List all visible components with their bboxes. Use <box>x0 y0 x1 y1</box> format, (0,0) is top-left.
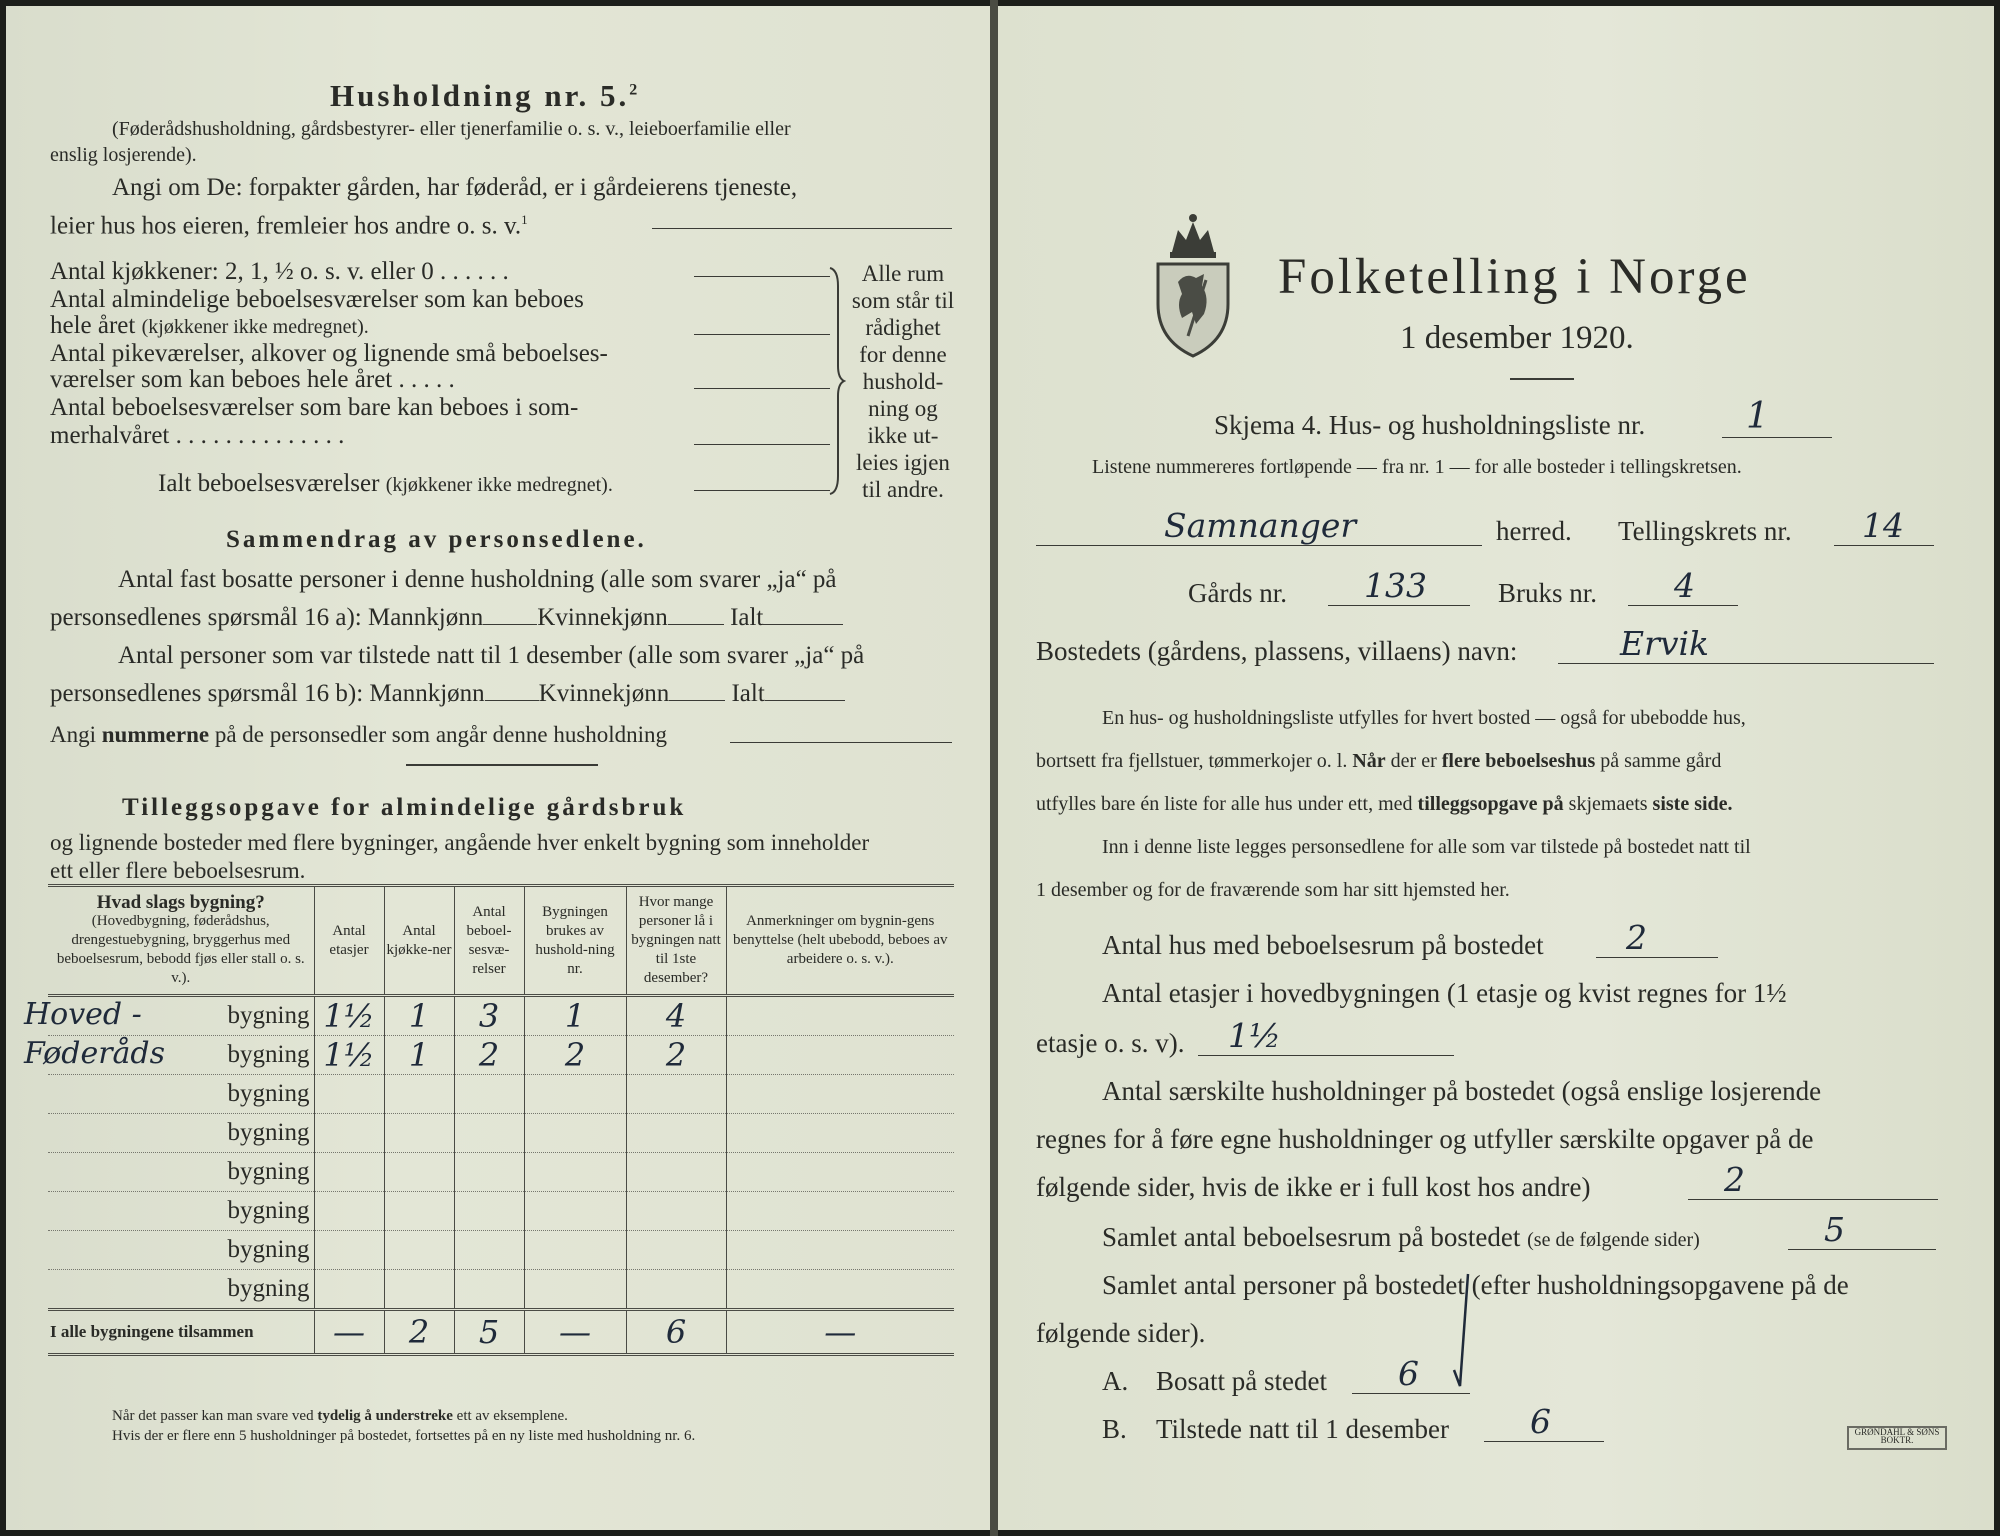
nummerne-field[interactable] <box>730 742 952 743</box>
row-label: bygning <box>48 1270 314 1310</box>
total-vaerelser[interactable]: 5 <box>454 1310 524 1355</box>
cell-personer[interactable] <box>626 1270 726 1310</box>
cell-etasjer[interactable] <box>314 1270 384 1310</box>
building-table <box>24 884 954 1356</box>
row-label: bygning <box>48 1231 314 1270</box>
census-date: 1 desember 1920. <box>1400 320 1634 356</box>
instr-line-5: 1 desember og for de fraværende som har sitt hjemsted her. <box>1036 879 1510 901</box>
b-field[interactable]: 6 <box>1484 1402 1604 1442</box>
angi-nummerne: Angi nummerne på de personsedler som angår denne husholdning <box>50 722 668 747</box>
saer-label-1: Antal særskilte husholdninger på bostedet (også enslige losjerende <box>1102 1076 1822 1106</box>
cell-husholdning[interactable]: 1 <box>524 996 626 1036</box>
gards-field[interactable]: 133 <box>1328 566 1470 606</box>
col-header-vaerelser: Antal beboel-sesvæ-relser <box>454 886 524 996</box>
cell-kjokkener[interactable] <box>384 1075 454 1114</box>
cell-husholdning[interactable] <box>524 1192 626 1231</box>
herred-label: herred. <box>1496 516 1572 546</box>
cell-vaerelser[interactable] <box>454 1231 524 1270</box>
table-row <box>48 1270 954 1310</box>
fast-line-2: personsedlenes spørsmål 16 a): Mannkjønn Kvinnekjønn Ialt <box>50 604 843 632</box>
a-field[interactable]: 6 <box>1352 1354 1470 1394</box>
cell-vaerelser[interactable]: 3 <box>454 996 524 1036</box>
listene-note: Listene nummereres fortløpende — fra nr. 1 — for alle bosteder i tellingskretsen. <box>1092 456 1742 478</box>
cell-kjokkener[interactable] <box>384 1192 454 1231</box>
cell-anmerkninger[interactable] <box>726 996 954 1036</box>
table-row <box>48 996 954 1036</box>
bosted-label: Bostedets (gårdens, plassens, villaens) navn: <box>1036 636 1518 666</box>
angi-answer-line[interactable] <box>652 228 952 229</box>
footnote-2: Hvis der er flere enn 5 husholdninger på bostedet, fortsettes på en ny liste med husholdning nr. 6. <box>112 1428 696 1444</box>
total-etasjer[interactable]: — <box>314 1310 384 1355</box>
somm-label-2: merhalvåret . . . . . . . . . . . . . . <box>50 422 345 449</box>
cell-husholdning[interactable] <box>524 1153 626 1192</box>
cell-etasjer[interactable] <box>314 1114 384 1153</box>
etasjer-label-1: Antal etasjer i hovedbygningen (1 etasje og kvist regnes for 1½ <box>1102 978 1787 1008</box>
household-intro: (Føderådshusholdning, gårdsbestyrer- eller tjenerfamilie o. s. v., leieboerfamilie eller <box>112 118 791 140</box>
samlet-rum-field[interactable]: 5 <box>1788 1210 1936 1250</box>
cell-vaerelser[interactable] <box>454 1270 524 1310</box>
cell-anmerkninger[interactable] <box>726 1270 954 1310</box>
table-row <box>48 1231 954 1270</box>
footnote-1: Når det passer kan man svare ved tydelig å understreke ett av eksemplene. <box>112 1408 568 1424</box>
cell-vaerelser[interactable] <box>454 1192 524 1231</box>
kjokkener-field[interactable] <box>694 276 830 277</box>
samlet-pers-label-1: Samlet antal personer på bostedet (efter husholdningsopgavene på de <box>1102 1270 1849 1300</box>
samlet-rum-label: Samlet antal beboelsesrum på bostedet (se de følgende sider) <box>1102 1222 1700 1252</box>
cell-personer[interactable] <box>626 1153 726 1192</box>
cell-etasjer[interactable] <box>314 1075 384 1114</box>
tilst-line-1: Antal personer som var tilstede natt til 1 desember (alle som svarer „ja“ på <box>118 642 865 669</box>
bruks-field[interactable]: 4 <box>1628 566 1738 606</box>
book-gutter <box>990 0 998 1536</box>
total-husholdning[interactable]: — <box>524 1310 626 1355</box>
sammendrag-heading: Sammendrag av personsedlene. <box>226 526 647 553</box>
col-header-husholdning: Bygningen brukes av hushold-ning nr. <box>524 886 626 996</box>
cell-etasjer[interactable] <box>314 1192 384 1231</box>
cell-anmerkninger[interactable] <box>726 1036 954 1075</box>
brace-icon <box>826 266 846 496</box>
row-label: bygning <box>48 1075 314 1114</box>
cell-kjokkener[interactable] <box>384 1153 454 1192</box>
total-label: I alle bygningene tilsammen <box>48 1310 314 1355</box>
kjokkener-label: Antal kjøkkener: 2, 1, ½ o. s. v. eller 0 . . . . . . <box>50 258 509 285</box>
total-personer[interactable]: 6 <box>626 1310 726 1355</box>
col-header-kind: Hvad slags bygning? (Hovedbygning, føderådshus, drengestuebygning, bryggerhus med beboelsesrum, bebodd fjøs eller stall o. s. v.). <box>48 886 314 996</box>
row-label: Hoved - bygning <box>48 996 314 1036</box>
pike-field[interactable] <box>694 388 830 389</box>
tillegg-sub-2: ett eller flere beboelsesrum. <box>50 858 306 883</box>
cell-vaerelser[interactable] <box>454 1153 524 1192</box>
somm-label-1: Antal beboelsesværelser som bare kan beboes i som- <box>50 394 579 421</box>
b-label: B. <box>1102 1414 1127 1444</box>
cell-vaerelser[interactable] <box>454 1075 524 1114</box>
coat-of-arms-icon <box>1152 208 1234 358</box>
cell-kjokkener[interactable]: 1 <box>384 1036 454 1075</box>
bosted-field[interactable]: Ervik <box>1558 624 1934 664</box>
divider <box>406 764 598 766</box>
printer-stamp: GRØNDAHL & SØNS BOKTR. <box>1847 1426 1947 1450</box>
cell-etasjer[interactable] <box>314 1153 384 1192</box>
ialt-field[interactable] <box>694 490 830 491</box>
saer-label-2: regnes for å føre egne husholdninger og utfyller særskilte opgaver på de <box>1036 1124 1814 1154</box>
saer-field[interactable]: 2 <box>1688 1160 1938 1200</box>
table-row <box>48 1075 954 1114</box>
skjema-nr-field[interactable]: 1 <box>1722 396 1832 438</box>
saer-label-3: følgende sider, hvis de ikke er i full kost hos andre) <box>1036 1172 1591 1202</box>
cell-etasjer[interactable]: 1½ <box>314 1036 384 1075</box>
cell-anmerkninger[interactable] <box>726 1153 954 1192</box>
cell-personer[interactable] <box>626 1231 726 1270</box>
instr-line-3: utfylles bare én liste for alle hus under ett, med tilleggsopgave på skjemaets siste side. <box>1036 793 1733 815</box>
cell-kjokkener[interactable]: 1 <box>384 996 454 1036</box>
tilst-line-2: personsedlenes spørsmål 16 b): Mannkjønn Kvinnekjønn Ialt <box>50 680 845 708</box>
check-mark-icon <box>1448 1270 1472 1390</box>
alm-label-2: hele året (kjøkkener ikke medregnet). <box>50 312 369 339</box>
col-header-kjokkener: Antal kjøkke-ner <box>384 886 454 996</box>
col-header-etasjer: Antal etasjer <box>314 886 384 996</box>
fast-line-1: Antal fast bosatte personer i denne husholdning (alle som svarer „ja“ på <box>118 566 837 593</box>
cell-kjokkener[interactable] <box>384 1114 454 1153</box>
household-title: Husholdning nr. 5.$^2$ <box>330 78 641 113</box>
col-header-anmerkninger: Anmerkninger om bygnin-gens benyttelse (helt ubebodd, beboes av arbeidere o. s. v.). <box>726 886 954 996</box>
total-kjokkener[interactable]: 2 <box>384 1310 454 1355</box>
bruks-label: Bruks nr. <box>1498 578 1598 608</box>
row-label: bygning <box>48 1192 314 1231</box>
hus-label: Antal hus med beboelsesrum på bostedet <box>1102 930 1544 960</box>
ialt-label: Ialt beboelsesværelser (kjøkkener ikke medregnet). <box>158 470 613 497</box>
household-intro-2: enslig losjerende). <box>50 144 197 166</box>
cell-kjokkener[interactable] <box>384 1270 454 1310</box>
hus-field[interactable]: 2 <box>1596 918 1718 958</box>
angi-line-2: leier hus hos eieren, fremleier hos andre o. s. v.$^1$ <box>50 212 528 240</box>
cell-kjokkener[interactable] <box>384 1231 454 1270</box>
tillegg-heading: Tilleggsopgave for almindelige gårdsbruk <box>122 794 687 821</box>
row-label: Føderåds bygning <box>48 1036 314 1075</box>
instr-line-2: bortsett fra fjellstuer, tømmerkojer o. l. Når der er flere beboelseshus på samme gård <box>1036 750 1722 772</box>
a-label: A. <box>1102 1366 1129 1396</box>
cell-anmerkninger[interactable] <box>726 1114 954 1153</box>
etasjer-label-2: etasje o. s. v). <box>1036 1028 1185 1058</box>
cell-vaerelser[interactable] <box>454 1114 524 1153</box>
table-total-row <box>48 1310 954 1355</box>
b-text: Tilstede natt til 1 desember <box>1156 1414 1449 1444</box>
cell-husholdning[interactable] <box>524 1231 626 1270</box>
pike-label-2: værelser som kan beboes hele året . . . . . <box>50 366 455 393</box>
instr-line-1: En hus- og husholdningsliste utfylles for hvert bosted — også for ubebodde hus, <box>1102 707 1746 729</box>
somm-field[interactable] <box>694 444 830 445</box>
cell-personer[interactable] <box>626 1192 726 1231</box>
col-header-personer: Hvor mange personer lå i bygningen natt til 1ste desember? <box>626 886 726 996</box>
census-title: Folketelling i Norge <box>1278 249 1751 305</box>
skjema-label: Skjema 4. Hus- og husholdningsliste nr. <box>1214 410 1646 440</box>
total-anmerkninger[interactable]: — <box>726 1310 954 1355</box>
table-header-row <box>48 886 954 996</box>
cell-husholdning[interactable] <box>524 1270 626 1310</box>
row-label: bygning <box>48 1114 314 1153</box>
cell-etasjer[interactable]: 1½ <box>314 996 384 1036</box>
cell-personer[interactable]: 4 <box>626 996 726 1036</box>
gards-label: Gårds nr. <box>1188 578 1287 608</box>
instr-line-4: Inn i denne liste legges personsedlene for alle som var tilstede på bostedet natt til <box>1102 836 1751 858</box>
alm-field[interactable] <box>694 334 830 335</box>
samlet-pers-label-2: følgende sider). <box>1036 1318 1206 1348</box>
herred-field[interactable]: Samnanger <box>1036 506 1482 546</box>
cell-anmerkninger[interactable] <box>726 1075 954 1114</box>
cell-husholdning[interactable] <box>524 1075 626 1114</box>
cell-personer[interactable]: 2 <box>626 1036 726 1075</box>
row-label: bygning <box>48 1153 314 1192</box>
angi-line-1: Angi om De: forpakter gården, har føderåd, er i gårdeierens tjeneste, <box>112 174 798 201</box>
tillegg-sub-1: og lignende bosteder med flere bygninger, angående hver enkelt bygning som inneholder <box>50 830 870 855</box>
cell-vaerelser[interactable]: 2 <box>454 1036 524 1075</box>
cell-etasjer[interactable] <box>314 1231 384 1270</box>
table-row <box>48 1036 954 1075</box>
tellingskrets-field[interactable]: 14 <box>1834 506 1934 546</box>
pike-label-1: Antal pikeværelser, alkover og lignende små beboelses- <box>50 340 608 367</box>
a-text: Bosatt på stedet <box>1156 1366 1327 1396</box>
cell-anmerkninger[interactable] <box>726 1192 954 1231</box>
cell-personer[interactable] <box>626 1114 726 1153</box>
title-rule <box>1510 378 1574 380</box>
tellingskrets-label: Tellingskrets nr. <box>1618 516 1792 546</box>
alm-label-1: Antal almindelige beboelsesværelser som kan beboes <box>50 286 584 313</box>
cell-personer[interactable] <box>626 1075 726 1114</box>
cell-anmerkninger[interactable] <box>726 1231 954 1270</box>
cell-husholdning[interactable] <box>524 1114 626 1153</box>
etasjer-field[interactable]: 1½ <box>1198 1016 1454 1056</box>
table-row <box>48 1153 954 1192</box>
cell-husholdning[interactable]: 2 <box>524 1036 626 1075</box>
side-note: Alle rum som står til rådighet for denne hushold- ning og ikke ut- leies igjen til andre. <box>851 261 955 502</box>
table-row <box>48 1192 954 1231</box>
table-row <box>48 1114 954 1153</box>
